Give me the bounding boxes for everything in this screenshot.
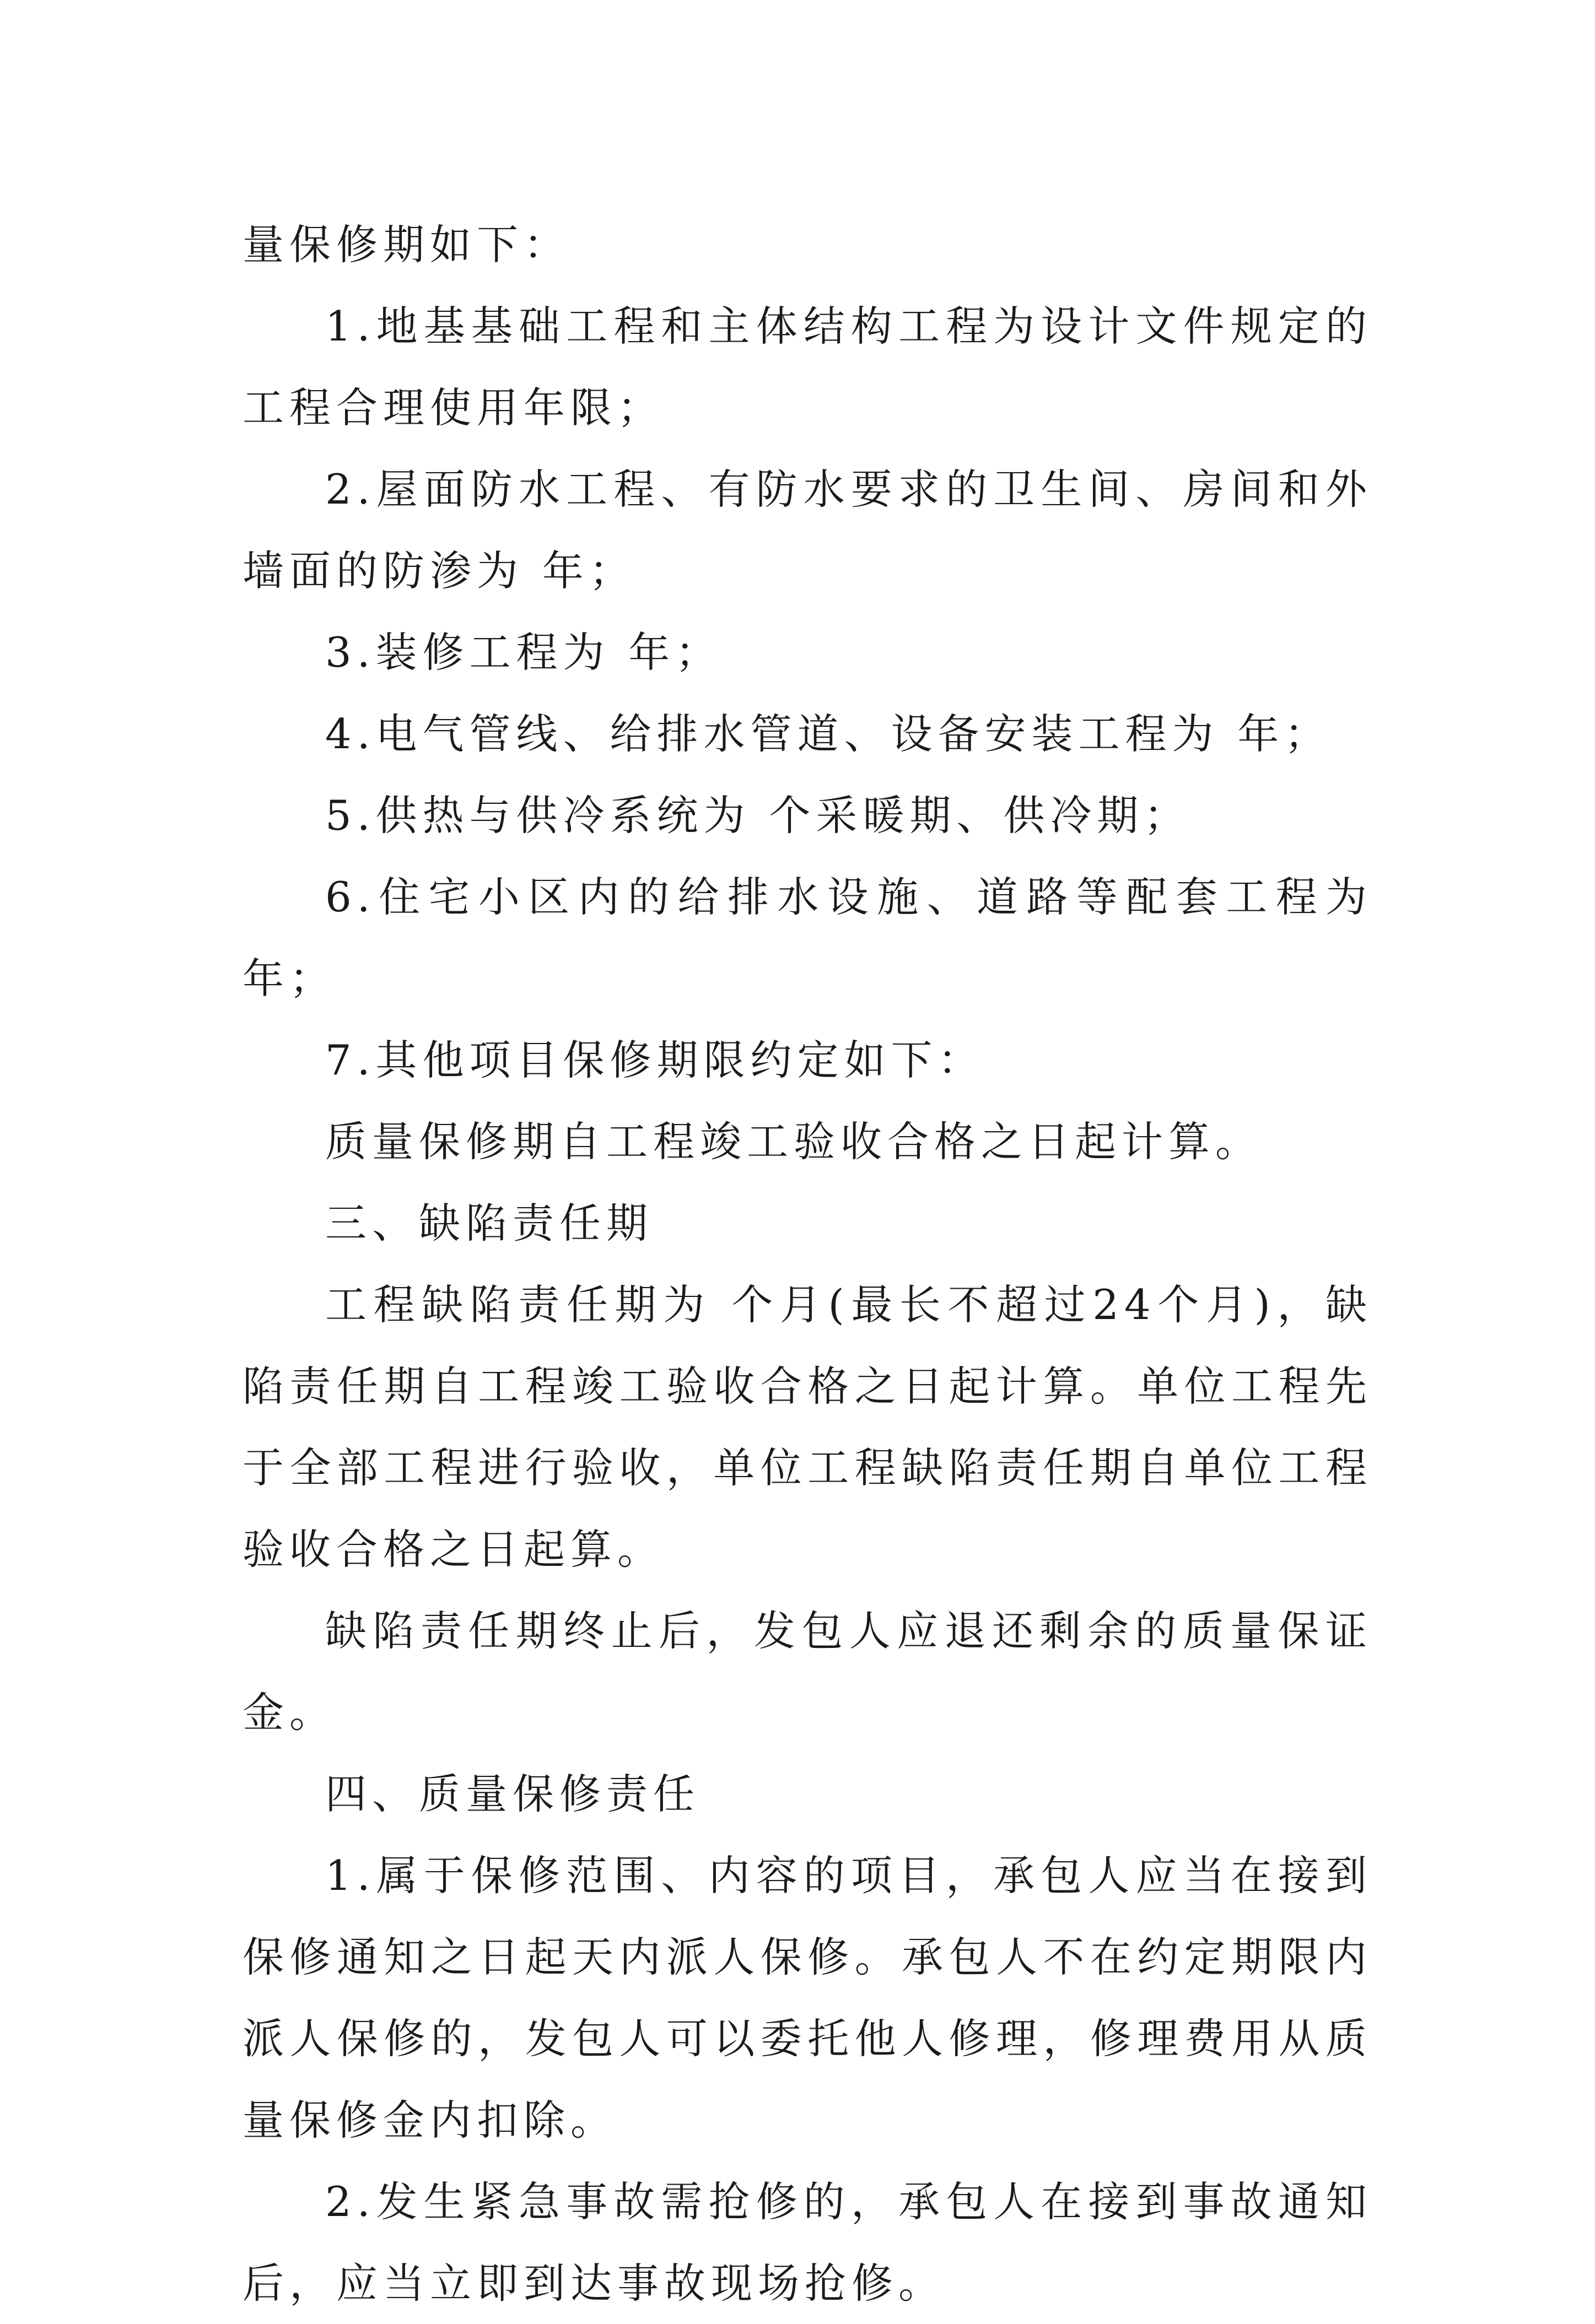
paragraph-item-7: 7.其他项目保修期限约定如下： [325,1036,985,1084]
paragraph-defect-period: 工程缺陷责任期为 个月(最长不超过24个月)，缺陷责任期自工程竣工验收合格之日起计算。单位工程先于全部工程进行验收，单位工程缺陷责任期自单位工程验收合格之日起算。 [243,1280,1372,1574]
paragraph-item-5: 5.供热与供冷系统为 个采暖期、供冷期； [325,791,1191,840]
paragraph-deposit-return: 缺陷责任期终止后，发包人应退还剩余的质量保证金。 [243,1607,1372,1737]
paragraph-warranty-start: 质量保修期自工程竣工验收合格之日起计算。 [325,1117,1263,1166]
paragraph-item-4: 4.电气管线、给排水管道、设备安装工程为 年； [325,710,1332,758]
paragraph-item-1: 1.地基基础工程和主体结构工程为设计文件规定的工程合理使用年限； [243,302,1372,432]
paragraph-responsibility-1: 1.属于保修范围、内容的项目，承包人应当在接到保修通知之日起天内派人保修。承包人不在约定期限内派人保修的，发包人可以委托他人修理，修理费用从质量保修金内扣除。 [243,1851,1372,2144]
paragraph-responsibility-2: 2.发生紧急事故需抢修的，承包人在接到事故通知后，应当立即到达事故现场抢修。 [243,2177,1372,2307]
document-body [243,204,1372,2324]
section-heading-defect-period: 三、缺陷责任期 [325,1199,654,1247]
paragraph-item-2: 2.屋面防水工程、有防水要求的卫生间、房间和外墙面的防渗为 年； [243,465,1372,595]
paragraph-item-6: 6.住宅小区内的给排水设施、道路等配套工程为 年； [243,873,1372,1003]
paragraph-item-3: 3.装修工程为 年； [325,628,723,677]
paragraph-warranty-intro: 量保修期如下： [243,220,571,269]
section-heading-warranty-responsibility: 四、质量保修责任 [325,1770,700,1818]
